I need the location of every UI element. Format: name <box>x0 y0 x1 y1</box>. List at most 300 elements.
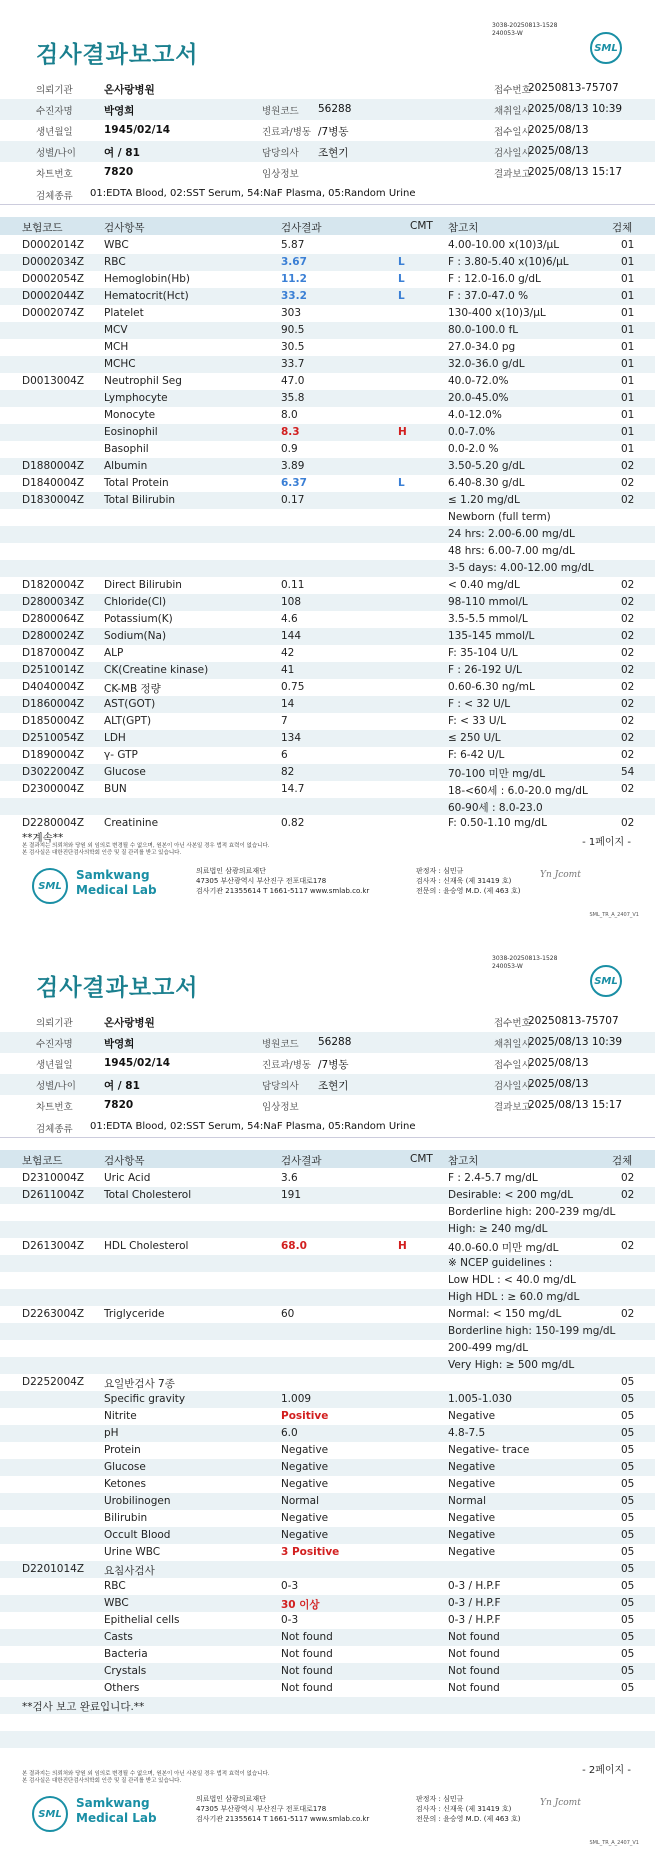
org-line1: 의료법인 삼광의료재단 <box>196 867 266 875</box>
specimen-code: 01 <box>621 239 635 251</box>
result-flag: H <box>398 426 407 438</box>
reference-range: Normal <box>448 1495 486 1507</box>
reference-range: Negative <box>448 1410 496 1422</box>
test-code: D0002014Z <box>22 239 85 251</box>
reference-range: 200-499 mg/dL <box>448 1342 529 1354</box>
test-name: CK(Creatine kinase) <box>104 664 209 676</box>
label-specimen: 검체종류 <box>36 1124 73 1135</box>
report-complete-mark-text: **검사 보고 완료입니다.** <box>22 1701 145 1713</box>
label-doctor: 담당의사 <box>262 1081 299 1092</box>
specimen-code: 02 <box>621 698 635 710</box>
label-hospital-code: 병원코드 <box>262 1039 299 1050</box>
table-row <box>0 254 655 271</box>
test-result: 14.7 <box>281 783 305 795</box>
reference-range: Borderline high: 200-239 mg/dL <box>448 1206 616 1218</box>
test-name: RBC <box>104 1580 126 1592</box>
test-name: Occult Blood <box>104 1529 171 1541</box>
report-title: 검사결과보고서 <box>36 975 199 1001</box>
test-name: Chloride(Cl) <box>104 596 167 608</box>
collect-date-value: 2025/08/13 10:39 <box>528 103 623 115</box>
test-name: MCV <box>104 324 128 336</box>
brand-name <box>76 868 157 898</box>
test-name: Uric Acid <box>104 1172 151 1184</box>
staff-info <box>416 1794 521 1824</box>
result-flag: L <box>398 290 405 302</box>
test-result: 47.0 <box>281 375 305 387</box>
table-row <box>0 1238 655 1255</box>
reference-range: 4.0-12.0% <box>448 409 502 421</box>
test-result: 33.7 <box>281 358 305 370</box>
test-result: 0.17 <box>281 494 305 506</box>
reference-range: High: ≥ 240 mg/dL <box>448 1223 548 1235</box>
test-result: 6 <box>281 749 288 761</box>
test-result: 3.67 <box>281 256 307 268</box>
reference-range: 80.0-100.0 fL <box>448 324 519 336</box>
header-ref: 참고치 <box>448 1155 479 1167</box>
receipt-no-value: 20250813-75707 <box>528 1015 619 1027</box>
table-row <box>0 322 655 339</box>
table-row <box>0 628 655 645</box>
reference-range: F : 2.4-5.7 mg/dL <box>448 1172 538 1184</box>
label-dept: 진료과/병동 <box>262 1060 312 1071</box>
reference-range: F : 26-192 U/L <box>448 664 522 676</box>
staff-line2: 검사자 : 신재욱 (제 31419 호) <box>416 877 512 885</box>
document-number <box>492 955 557 971</box>
specimen-code: 01 <box>621 358 635 370</box>
label-collect-date: 채취일시 <box>494 106 531 117</box>
report-page-1 <box>0 0 655 925</box>
test-result: 0.11 <box>281 579 305 591</box>
test-name: WBC <box>104 1597 129 1609</box>
header-cmt: CMT <box>410 220 433 232</box>
table-row <box>0 1289 655 1306</box>
reference-range: 27.0-34.0 pg <box>448 341 516 353</box>
reference-range: 0-3 / H.P.F <box>448 1614 501 1626</box>
test-result: 1.009 <box>281 1393 312 1405</box>
page-number: - 1페이지 - <box>582 837 631 848</box>
document-number-line2: 240053-W <box>492 30 523 37</box>
test-result: 90.5 <box>281 324 305 336</box>
test-result: 11.2 <box>281 273 307 285</box>
table-row <box>0 662 655 679</box>
specimen-code: 01 <box>621 341 635 353</box>
header-name: 검사항목 <box>104 1155 145 1167</box>
reference-range: 135-145 mmol/L <box>448 630 535 642</box>
reference-range: 40.0-60.0 미만 mg/dL <box>448 1242 559 1254</box>
sex-age-value: 여 / 81 <box>104 147 140 159</box>
label-test-date: 검사일시 <box>494 148 531 159</box>
specimen-code: 05 <box>621 1478 635 1490</box>
reference-range: ※ NCEP guidelines : <box>448 1257 553 1269</box>
specimen-code: 02 <box>621 647 635 659</box>
test-name: Casts <box>104 1631 133 1643</box>
header-code: 보험코드 <box>22 1155 63 1167</box>
sml-logo-icon: SML <box>32 868 68 904</box>
table-row <box>0 1629 655 1646</box>
blank-row <box>0 1714 655 1731</box>
specimen-code: 01 <box>621 273 635 285</box>
staff-info <box>416 866 521 896</box>
label-patient: 수진자명 <box>36 106 73 117</box>
reference-range: High HDL : ≥ 60.0 mg/dL <box>448 1291 580 1303</box>
label-clinical: 임상정보 <box>262 169 299 180</box>
test-code: D0002034Z <box>22 256 85 268</box>
test-code: D0013004Z <box>22 375 85 387</box>
test-name: MCHC <box>104 358 136 370</box>
test-result: 30 이상 <box>281 1599 320 1611</box>
label-report-date: 결과보고 <box>494 1102 531 1113</box>
specimen-code: 02 <box>621 630 635 642</box>
test-code: D2800024Z <box>22 630 85 642</box>
institution-value: 온사랑병원 <box>104 84 155 96</box>
reference-range: Low HDL : < 40.0 mg/dL <box>448 1274 576 1286</box>
table-row <box>0 1595 655 1612</box>
test-name: Sodium(Na) <box>104 630 167 642</box>
specimen-code: 01 <box>621 443 635 455</box>
table-row <box>0 1408 655 1425</box>
specimen-code: 05 <box>621 1614 635 1626</box>
brand-line1: Samkwang <box>76 868 150 882</box>
specimen-code: 05 <box>621 1376 635 1388</box>
test-code: D1820004Z <box>22 579 85 591</box>
report-date-value: 2025/08/13 15:17 <box>528 166 623 178</box>
specimen-code: 02 <box>621 732 635 744</box>
test-code: D1860004Z <box>22 698 85 710</box>
staff-line3: 전문의 : 윤승영 M.D. (제 463 호) <box>416 1815 521 1823</box>
table-row <box>0 1425 655 1442</box>
reference-range: 40.0-72.0% <box>448 375 509 387</box>
test-name: Lymphocyte <box>104 392 168 404</box>
test-name: Basophil <box>104 443 149 455</box>
table-row <box>0 543 655 560</box>
specimen-code: 05 <box>621 1444 635 1456</box>
test-code: D2510054Z <box>22 732 85 744</box>
test-name: ALP <box>104 647 124 659</box>
label-institution: 의뢰기관 <box>36 85 73 96</box>
table-row <box>0 1459 655 1476</box>
test-result: Not found <box>281 1648 333 1660</box>
test-result: Negative <box>281 1529 329 1541</box>
label-receipt-no: 접수번호 <box>494 1018 531 1029</box>
reference-range: Negative <box>448 1512 496 1524</box>
page-footer <box>0 1788 655 1848</box>
reference-range: F: 6-42 U/L <box>448 749 505 761</box>
label-sex-age: 성별/나이 <box>36 148 76 159</box>
specimen-code: 02 <box>621 749 635 761</box>
test-name: Glucose <box>104 1461 146 1473</box>
receipt-date-value: 2025/08/13 <box>528 124 589 136</box>
signature: Yn Jcomt <box>540 870 581 880</box>
test-name: Crystals <box>104 1665 147 1677</box>
table-row <box>0 1306 655 1323</box>
reference-range: F : 12.0-16.0 g/dL <box>448 273 541 285</box>
test-code: D3022004Z <box>22 766 85 778</box>
staff-line1: 판정자 : 심민규 <box>416 867 464 875</box>
sex-age-value: 여 / 81 <box>104 1080 140 1092</box>
table-row <box>0 1204 655 1221</box>
table-row <box>0 1221 655 1238</box>
specimen-code: 01 <box>621 392 635 404</box>
test-code: D2280004Z <box>22 817 85 829</box>
specimen-code: 05 <box>621 1461 635 1473</box>
test-result: 0-3 <box>281 1580 299 1592</box>
table-row <box>0 577 655 594</box>
results-table-header <box>0 1150 655 1168</box>
table-row <box>0 509 655 526</box>
test-name: Hemoglobin(Hb) <box>104 273 191 285</box>
org-line3: 검사기관 21355614 T 1661-5117 www.smlab.co.kr <box>196 1815 370 1823</box>
test-result: 0-3 <box>281 1614 299 1626</box>
chart-no-value: 7820 <box>104 166 134 178</box>
specimen-code: 02 <box>621 1308 635 1320</box>
table-row <box>0 475 655 492</box>
table-row <box>0 1340 655 1357</box>
test-code: D0002044Z <box>22 290 85 302</box>
table-row <box>0 815 655 832</box>
test-code: D4040004Z <box>22 681 85 693</box>
table-row <box>0 1323 655 1340</box>
reference-range: 32.0-36.0 g/dL <box>448 358 525 370</box>
dept-value: /7병동 <box>318 1059 349 1071</box>
test-result: Not found <box>281 1665 333 1677</box>
birth-value: 1945/02/14 <box>104 124 171 136</box>
results-table-header <box>0 217 655 235</box>
results-table-page-2 <box>0 1170 655 1765</box>
test-result: Positive <box>281 1410 329 1422</box>
test-code: D2201014Z <box>22 1563 85 1575</box>
test-result: 3.89 <box>281 460 305 472</box>
reference-range: 48 hrs: 6.00-7.00 mg/dL <box>448 545 575 557</box>
table-row <box>0 798 655 815</box>
table-row <box>0 1187 655 1204</box>
reference-range: 3.50-5.20 g/dL <box>448 460 525 472</box>
test-name: Creatinine <box>104 817 159 829</box>
specimen-code: 54 <box>621 766 635 778</box>
report-date-value: 2025/08/13 15:17 <box>528 1099 623 1111</box>
table-row <box>0 1646 655 1663</box>
table-row <box>0 288 655 305</box>
test-code: D1890004Z <box>22 749 85 761</box>
patient-info <box>0 1011 655 1138</box>
label-patient: 수진자명 <box>36 1039 73 1050</box>
result-flag: L <box>398 477 405 489</box>
header-specimen: 검체 <box>612 1155 633 1167</box>
test-name: Bacteria <box>104 1648 148 1660</box>
table-row <box>0 730 655 747</box>
test-code: D1830004Z <box>22 494 85 506</box>
brand-line2: Medical Lab <box>76 883 157 897</box>
table-row <box>0 1272 655 1289</box>
reference-range: F: 0.50-1.10 mg/dL <box>448 817 547 829</box>
table-row <box>0 611 655 628</box>
specimen-code: 05 <box>621 1682 635 1694</box>
result-flag: L <box>398 273 405 285</box>
table-row <box>0 594 655 611</box>
test-result: 14 <box>281 698 295 710</box>
footer-note <box>22 1771 270 1785</box>
table-row <box>0 747 655 764</box>
test-name: 요일반검사 7종 <box>104 1378 175 1390</box>
header-result: 검사결과 <box>281 222 322 234</box>
staff-line1: 판정자 : 심민규 <box>416 1795 464 1803</box>
table-row <box>0 492 655 509</box>
specimen-code: 01 <box>621 324 635 336</box>
test-result: 42 <box>281 647 295 659</box>
test-name: CK-MB 정량 <box>104 683 161 695</box>
receipt-date-value: 2025/08/13 <box>528 1057 589 1069</box>
specimen-code: 02 <box>621 477 635 489</box>
footer-note-line1: 본 결과지는 의뢰처와 당원 외 임의로 변경될 수 없으며, 원본이 아닌 사본일 경우 법적 효력이 없습니다. <box>22 843 270 849</box>
reference-range: Not found <box>448 1665 500 1677</box>
test-result: 8.3 <box>281 426 300 438</box>
table-row <box>0 1561 655 1578</box>
table-row <box>0 696 655 713</box>
label-birth: 생년월일 <box>36 127 73 138</box>
table-row <box>0 424 655 441</box>
reference-range: 18-<60세 : 6.0-20.0 mg/dL <box>448 785 588 797</box>
test-name: pH <box>104 1427 119 1439</box>
specimen-code: 05 <box>621 1580 635 1592</box>
table-row <box>0 764 655 781</box>
specimen-code: 01 <box>621 290 635 302</box>
header-result: 검사결과 <box>281 1155 322 1167</box>
test-result: Negative <box>281 1461 329 1473</box>
reference-range: ≤ 1.20 mg/dL <box>448 494 520 506</box>
test-result: 3.6 <box>281 1172 298 1184</box>
header-ref: 참고치 <box>448 222 479 234</box>
test-result: 0.9 <box>281 443 298 455</box>
table-row <box>0 1391 655 1408</box>
specimen-code: 02 <box>621 715 635 727</box>
reference-range: 130-400 x(10)3/μL <box>448 307 546 319</box>
label-receipt-date: 접수일시 <box>494 1060 531 1071</box>
test-name: Total Protein <box>104 477 169 489</box>
label-institution: 의뢰기관 <box>36 1018 73 1029</box>
reference-range: 3-5 days: 4.00-12.00 mg/dL <box>448 562 594 574</box>
label-report-date: 결과보고 <box>494 169 531 180</box>
test-name: RBC <box>104 256 126 268</box>
reference-range: Not found <box>448 1631 500 1643</box>
table-row <box>0 1680 655 1697</box>
test-name: Triglyceride <box>104 1308 165 1320</box>
test-code: D2252004Z <box>22 1376 85 1388</box>
specimen-code: 01 <box>621 426 635 438</box>
test-result: 35.8 <box>281 392 305 404</box>
reference-range: 0.0-2.0 % <box>448 443 499 455</box>
reference-range: Negative <box>448 1546 496 1558</box>
specimen-code: 02 <box>621 1172 635 1184</box>
test-name: Ketones <box>104 1478 146 1490</box>
birth-value: 1945/02/14 <box>104 1057 171 1069</box>
test-name: Bilirubin <box>104 1512 148 1524</box>
report-page-2 <box>0 933 655 1858</box>
dept-value: /7병동 <box>318 126 349 138</box>
label-test-date: 검사일시 <box>494 1081 531 1092</box>
reference-range: 24 hrs: 2.00-6.00 mg/dL <box>448 528 575 540</box>
test-result: Negative <box>281 1512 329 1524</box>
table-row <box>0 1663 655 1680</box>
document-number <box>492 22 557 38</box>
result-flag: H <box>398 1240 407 1252</box>
organization-info <box>196 866 369 896</box>
form-code: SML_TR_A_2407_V1 <box>589 912 639 918</box>
test-result: 144 <box>281 630 302 642</box>
reference-range: F : 3.80-5.40 x(10)6/μL <box>448 256 569 268</box>
table-row <box>0 1578 655 1595</box>
test-code: D0002054Z <box>22 273 85 285</box>
test-name: Others <box>104 1682 140 1694</box>
table-row <box>0 458 655 475</box>
reference-range: ≤ 250 U/L <box>448 732 501 744</box>
specimen-code: 02 <box>621 460 635 472</box>
test-result: Normal <box>281 1495 319 1507</box>
reference-range: Not found <box>448 1682 500 1694</box>
label-receipt-date: 접수일시 <box>494 127 531 138</box>
test-name: Nitrite <box>104 1410 137 1422</box>
footer-note-line1: 본 결과지는 의뢰처와 당원 외 임의로 변경될 수 없으며, 원본이 아닌 사본일 경우 법적 효력이 없습니다. <box>22 1771 270 1777</box>
patient-value: 박영희 <box>104 105 135 117</box>
table-row <box>0 1476 655 1493</box>
document-number-line2: 240053-W <box>492 963 523 970</box>
doctor-value: 조현기 <box>318 1080 349 1092</box>
table-row <box>0 441 655 458</box>
test-code: D2800034Z <box>22 596 85 608</box>
test-name: Glucose <box>104 766 146 778</box>
test-name: Monocyte <box>104 409 156 421</box>
organization-info <box>196 1794 369 1824</box>
table-row <box>0 1170 655 1187</box>
reference-range: 98-110 mmol/L <box>448 596 528 608</box>
reference-range: 0.0-7.0% <box>448 426 496 438</box>
test-name: MCH <box>104 341 129 353</box>
table-row <box>0 645 655 662</box>
table-row <box>0 271 655 288</box>
test-name: Direct Bilirubin <box>104 579 182 591</box>
test-code: D1880004Z <box>22 460 85 472</box>
reference-range: 0.60-6.30 ng/mL <box>448 681 535 693</box>
hospital-code-value: 56288 <box>318 103 352 115</box>
label-clinical: 임상정보 <box>262 1102 299 1113</box>
test-result: 303 <box>281 307 302 319</box>
org-line2: 47305 부산광역시 부산진구 전포대로178 <box>196 877 327 885</box>
specimen-code: 02 <box>621 1240 635 1252</box>
test-code: D2300004Z <box>22 783 85 795</box>
table-row <box>0 1612 655 1629</box>
table-row <box>0 713 655 730</box>
specimen-code: 02 <box>621 494 635 506</box>
test-result: 41 <box>281 664 295 676</box>
sml-logo-icon: SML <box>590 32 622 64</box>
test-result: 8.0 <box>281 409 298 421</box>
reference-range: F: < 33 U/L <box>448 715 507 727</box>
table-row <box>0 1255 655 1272</box>
org-line2: 47305 부산광역시 부산진구 전포대로178 <box>196 1805 327 1813</box>
results-table-page-1 <box>0 237 655 832</box>
table-row <box>0 526 655 543</box>
test-result: 5.87 <box>281 239 305 251</box>
table-row <box>0 407 655 424</box>
test-name: Albumin <box>104 460 148 472</box>
document-number-line1: 3038-20250813-1528 <box>492 955 558 962</box>
test-code: D2310004Z <box>22 1172 85 1184</box>
label-dept: 진료과/병동 <box>262 127 312 138</box>
reference-range: 70-100 미만 mg/dL <box>448 768 546 780</box>
test-name: LDH <box>104 732 126 744</box>
page-footer <box>0 860 655 920</box>
test-name: HDL Cholesterol <box>104 1240 189 1252</box>
test-code: D2611004Z <box>22 1189 85 1201</box>
blank-row <box>0 1731 655 1748</box>
